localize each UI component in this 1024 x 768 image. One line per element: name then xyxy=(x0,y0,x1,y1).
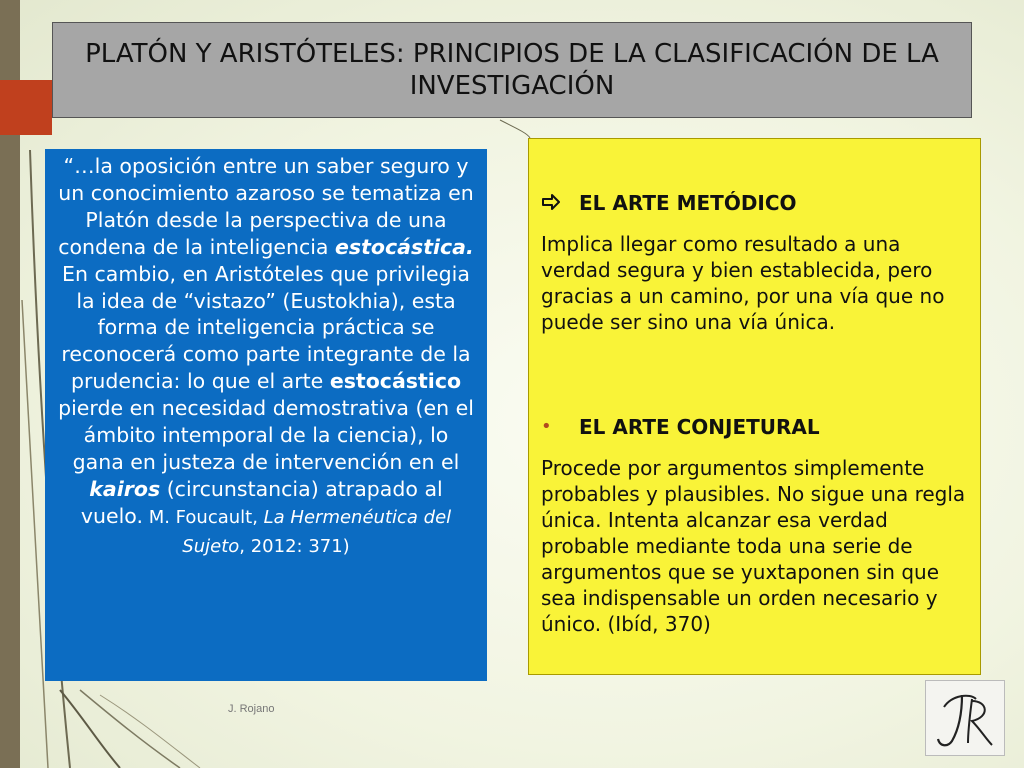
metodico-heading-row xyxy=(541,190,797,216)
metodico-text: Implica llegar como resultado a una verdad segura y bien establecida, pero gracias a un camino, por una vía que no puede ser sino una vía única. xyxy=(541,232,945,334)
conjetural-heading-row xyxy=(541,414,820,440)
conjetural-text: Procede por argumentos simplemente probables y plausibles. No sigue una regla única. Intenta alcanzar esa verdad probable mediante toda una serie de argumentos que se yuxtaponen sin que sea indispensable un orden necesario y único. (Ibíd, 370) xyxy=(541,456,966,636)
title-line-2: INVESTIGACIÓN xyxy=(409,71,615,101)
quote-text-4: (circunstancia) atrapado al vuelo. xyxy=(80,476,443,528)
quote-text-2: En cambio, en Aristóteles que privilegia la idea de “vistazo” (Eustokhia), esta forma de inteligencia práctica se reconocerá como parte integrante de la prudencia: lo que el arte xyxy=(61,261,471,394)
quote-emphasis-estocastico: estocástico xyxy=(329,369,462,394)
metodico-heading: EL ARTE METÓDICO xyxy=(579,191,797,215)
quote-emphasis-kairos: kairos xyxy=(89,476,161,501)
conjetural-heading: EL ARTE CONJETURAL xyxy=(579,415,820,439)
quote-text-1: “…la oposición entre un saber seguro y un conocimiento azaroso se tematiza en Platón desde la perspectiva de una condena de la inteligencia xyxy=(58,154,474,259)
title-line-1: PLATÓN Y ARISTÓTELES: PRINCIPIOS DE LA CLASIFICACIÓN DE LA xyxy=(85,39,939,69)
footer-author: J. Rojano xyxy=(228,703,275,715)
quote-citation-author: M. Foucault, xyxy=(142,506,264,528)
quote-text-3: pierde en necesidad demostrativa (en el ámbito intemporal de la ciencia), lo gana en justeza de intervención en el xyxy=(58,396,474,474)
quote-emphasis-estocastica: estocástica. xyxy=(335,234,474,259)
arrow-bullet-icon xyxy=(541,190,579,216)
slide-title xyxy=(52,22,972,118)
jr-monogram-logo xyxy=(925,680,1005,756)
quote-citation-title: La Hermenéutica del Sujeto xyxy=(182,506,452,557)
quote-citation-rest: , 2012: 371) xyxy=(239,535,350,557)
round-bullet-icon: • xyxy=(541,416,552,437)
foucault-quote-box xyxy=(45,149,487,681)
arts-comparison-box xyxy=(528,138,981,675)
